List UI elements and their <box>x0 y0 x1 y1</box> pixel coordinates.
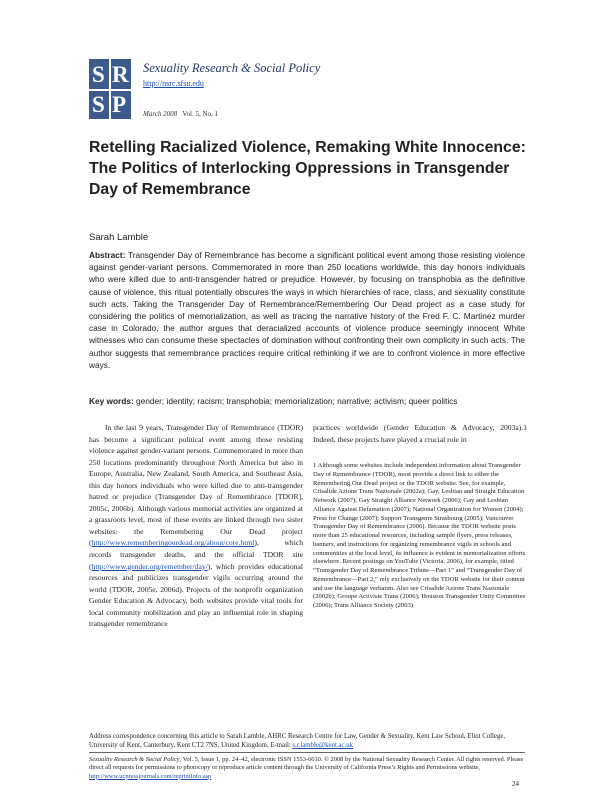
citation-journal-name: Sexuality Research & Social Policy <box>89 756 180 763</box>
permissions-link[interactable]: http://www.ucpressjournals.com/reprintInfo.asp <box>89 772 212 780</box>
keywords-text: gender; identity; racism; transphobia; memorialization; narrative; activism; queer politics <box>136 396 458 406</box>
logo-letter-s1: S <box>92 62 104 87</box>
body-text-part: ), which records transgender deaths, and the official TDOR site ( <box>89 538 303 571</box>
issue-date: March 2008 <box>143 110 178 118</box>
body-text-part: ), which provides educational resources and publicizes transgender vigils occurring around the world (TDOR, 2005e, 2006d). Projects of the nonprofit organization Gender Education & Advocacy, both websites provide vital tools for local community mobilization and play an influential role in shaping transgender remembrance <box>89 561 303 629</box>
logo-divider-vertical <box>109 59 111 119</box>
tdor-site-link[interactable]: http://www.gender.org/remember/day/ <box>91 561 208 571</box>
journal-logo <box>89 59 131 119</box>
correspondence-note <box>89 732 525 750</box>
logo-letter-s2: S <box>92 92 104 117</box>
footer-divider <box>89 752 525 753</box>
abstract-text: Transgender Day of Remembrance has become a significant political event among those resisting violence against gender-variant persons. Commemorated in more than 250 locations worldwide, this day honors individuals who were killed due to anti-transgender hatred or prejudice. However, by focusing on transphobia as the definitive cause of violence, this ritual potentially obscures the ways in which hierarchies of race, class, and sexuality constitute such acts. Taking the Transgender Day of Remembrance/Remembering Our Dead project as a case study for considering the politics of memorialization, as well as tracing the narrative history of the Fred F. C. Martinez murder case in Colorado, the author argues that deracialized accounts of violence produce seemingly innocent White witnesses who can consume these spectacles of domination without confronting their own complicity in such acts. The author suggests that remembrance practices require critical rethinking if we are to confront violence in more effective ways. <box>89 250 525 370</box>
body-text-part: In the last 9 years, Transgender Day of Remembrance (TDOR) has become a significant political event among those resisting violence against gender-variant persons. Commemorated in more than 250 locations predominantly throughout North America but also in Europe, Australia, New Zealand, South America, and Southeast Asia, this day honors individuals who were killed due to anti-transgender hatred or prejudice (Transgender Day of Remembrance [TDOR], 2005c, 2006b). Although various memorial activities are organized at a grassroots level, most of these events are linked through two sister websites: the Remembering Our Dead project ( <box>89 423 303 548</box>
logo-letter-r: R <box>112 62 128 87</box>
page-number: 24 <box>512 780 519 788</box>
journal-title: Sexuality Research & Social Policy <box>143 61 321 75</box>
body-paragraph <box>89 422 303 630</box>
journal-url-link[interactable]: http://nsrc.sfsu.edu <box>143 79 204 88</box>
footnote-1: 1 Although some websites include independent information about Transgender Day of Remembrance (TDOR), most provide a direct link to either the Remembering Our Dead project or the TDOR website. See, for example, Crisalide Azione Trans Nazionale (2002a); Gay, Lesbian and Straight Education Network (2007); Gay Straight Alliance Network (2006); Gay and Lesbian Alliance Against Defamation (2007); National Organization for Women (2004); Press for Change (2007); Support Transgenre Strasbourg (2005); Vancouver Transgender Day of Remembrance (2006). Because the TDOR website posts more than 25 educational resources, including sample flyers, press releases, banners, and instructions for organizing remembrance vigils in schools and communities at the local level, its influence is evident in memorialization efforts elsewhere. Recent postings on YouTube (Victoria, 2006), for example, titled “Transgender Day of Remembrance Tribute—Part 1” and “Transgender Day of Remembrance—Part 2,” rely exclusively on the TDOR website for their content and use the language verbatim. Also see Crisalide Azione Trans Nazionale (2002b); Groupe Activiste Trans (2006); Houston Transgender Unity Committee (2006); Trans Alliance Society (2003). <box>313 462 526 609</box>
issue-info <box>143 110 218 118</box>
abstract-label: Abstract: <box>89 250 126 260</box>
keywords <box>89 395 525 407</box>
citation-footer <box>89 756 525 781</box>
citation-text: , Vol. 5, Issue 1, pp. 24–42, electronic ISSN 1553-6610. © 2008 by the National Sexuality Research Center. All rights reserved. Please direct all requests for permissions to photocopy or reproduce article content through the University of California Press’s Rights and Permissions website, <box>89 756 524 772</box>
abstract <box>89 249 525 371</box>
keywords-label: Key words: <box>89 396 134 406</box>
correspondence-text: Address correspondence concerning this article to Sarah Lamble, AHRC Research Centre for Law, Gender & Sexuality, Kent Law School, Eliot College, University of Kent, Canterbury, Kent CT2 7NS, United Kingdom. E-mail: <box>89 733 506 749</box>
logo-letter-p: P <box>112 92 126 117</box>
remembering-our-dead-link[interactable]: http://www.rememberingourdead.org/about/core.html <box>91 538 255 548</box>
author-email-link[interactable]: s.r.lamble@kent.ac.uk <box>292 742 354 749</box>
body-column-right: practices worldwide (Gender Education & Advocacy, 2003a).1 Indeed, these projects have played a crucial role in <box>313 423 527 444</box>
article-title: Retelling Racialized Violence, Remaking White Innocence: The Politics of Interlocking Oppressions in Transgender Day of Remembrance <box>89 139 526 198</box>
volume-issue: Vol. 5, No. 1 <box>182 110 219 118</box>
body-column-left <box>89 422 303 630</box>
author-name: Sarah Lamble <box>89 232 149 243</box>
